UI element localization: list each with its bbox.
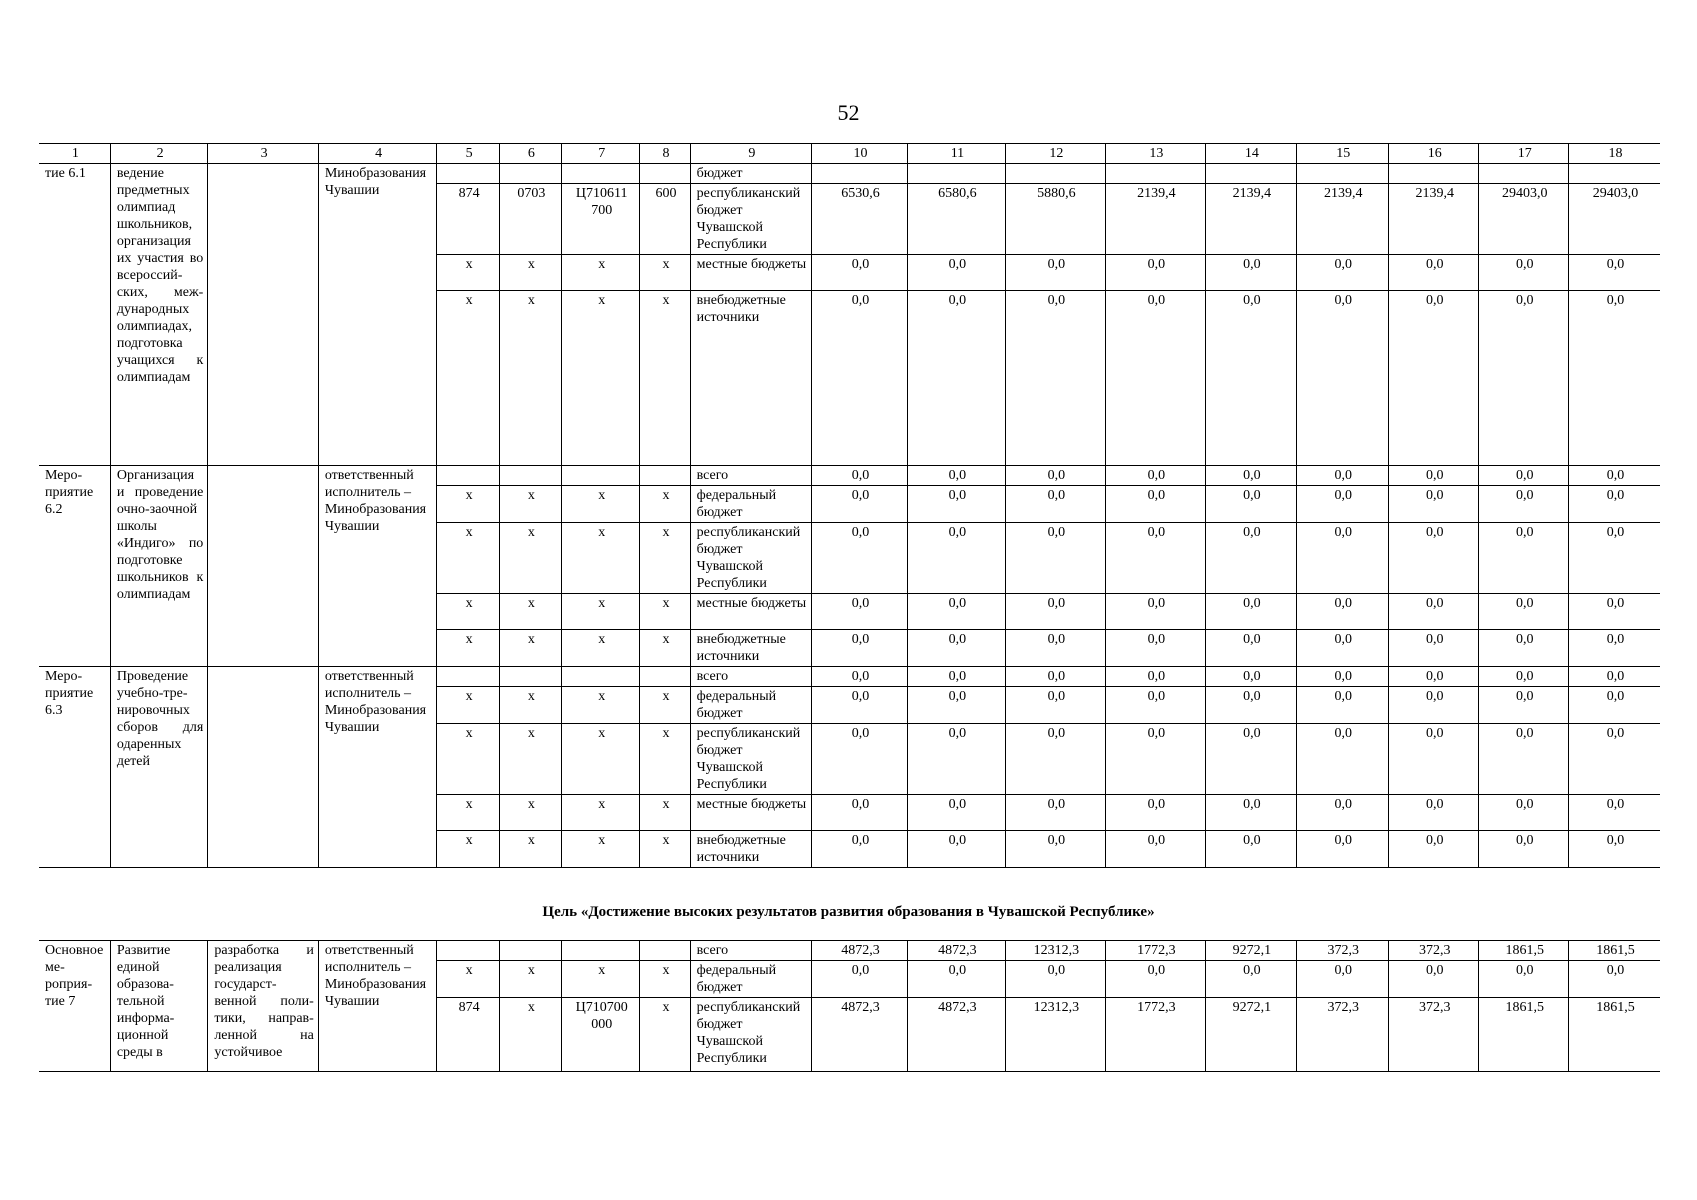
code-col8: x — [640, 831, 690, 868]
value-cell: 0,0 — [1105, 523, 1205, 594]
value-cell: 0,0 — [1206, 523, 1296, 594]
value-cell: 0,0 — [1206, 594, 1296, 630]
value-cell: 0,0 — [1296, 724, 1388, 795]
value-cell: 372,3 — [1296, 941, 1388, 961]
value-cell: 0,0 — [1296, 687, 1388, 724]
value-cell — [1568, 164, 1660, 184]
value-cell: 0,0 — [1479, 687, 1568, 724]
value-cell: 0,0 — [1389, 466, 1479, 486]
value-cell: 0,0 — [1568, 466, 1660, 486]
value-cell: 29403,0 — [1479, 184, 1568, 255]
source-label: республиканский бюджет Чувашской Республики — [690, 184, 812, 255]
value-cell: 0,0 — [812, 831, 907, 868]
value-cell: 0,0 — [1006, 795, 1105, 831]
value-cell: 0,0 — [812, 466, 907, 486]
code-col5: x — [437, 255, 499, 291]
column-number: 13 — [1105, 144, 1205, 164]
value-cell: 0,0 — [1479, 594, 1568, 630]
value-cell: 0,0 — [812, 255, 907, 291]
value-cell: 12312,3 — [1006, 998, 1105, 1072]
table-row — [39, 941, 1660, 961]
code-col5: x — [437, 486, 499, 523]
value-cell: 0,0 — [1479, 795, 1568, 831]
source-label: федеральный бюджет — [690, 961, 812, 998]
value-cell: 0,0 — [1006, 961, 1105, 998]
value-cell: 0,0 — [812, 486, 907, 523]
value-cell: 1772,3 — [1105, 941, 1205, 961]
code-col8 — [640, 941, 690, 961]
source-label: местные бюджеты — [690, 255, 812, 291]
row-head-col2: ведение предметных олимпиад школьников, организация их участия во всероссийских, международных олимпиадах, подготовка учащихся к олимпиадам — [110, 164, 207, 466]
budget-table-continued — [39, 940, 1660, 1072]
value-cell: 0,0 — [907, 523, 1005, 594]
code-col7: Ц710611 700 — [562, 184, 640, 255]
value-cell: 0,0 — [1006, 255, 1105, 291]
value-cell: 0,0 — [1296, 961, 1388, 998]
column-number: 12 — [1006, 144, 1105, 164]
column-number: 11 — [907, 144, 1005, 164]
code-col5 — [437, 667, 499, 687]
value-cell: 0,0 — [1479, 486, 1568, 523]
row-head-col2: Организация и проведение очно-заочной школы «Индиго» по подготовке школьников к олимпиадам — [110, 466, 207, 667]
value-cell: 0,0 — [1568, 667, 1660, 687]
value-cell: 0,0 — [1006, 486, 1105, 523]
value-cell: 0,0 — [1105, 687, 1205, 724]
value-cell: 0,0 — [1568, 523, 1660, 594]
value-cell: 0,0 — [1389, 687, 1479, 724]
code-col5: x — [437, 291, 499, 466]
code-col8: 600 — [640, 184, 690, 255]
table-row — [39, 164, 1660, 184]
value-cell: 9272,1 — [1206, 998, 1296, 1072]
code-col5: 874 — [437, 998, 499, 1072]
code-col7: x — [562, 255, 640, 291]
value-cell: 0,0 — [907, 795, 1005, 831]
value-cell: 0,0 — [1006, 831, 1105, 868]
code-col8: x — [640, 795, 690, 831]
value-cell: 0,0 — [1389, 486, 1479, 523]
code-col6 — [499, 164, 561, 184]
value-cell: 372,3 — [1296, 998, 1388, 1072]
value-cell: 0,0 — [1006, 466, 1105, 486]
value-cell: 0,0 — [812, 523, 907, 594]
value-cell: 0,0 — [1568, 630, 1660, 667]
value-cell: 2139,4 — [1389, 184, 1479, 255]
code-col6: x — [499, 594, 561, 630]
value-cell: 0,0 — [1296, 667, 1388, 687]
code-col5 — [437, 466, 499, 486]
value-cell: 0,0 — [1389, 961, 1479, 998]
row-head-col4: ответственный исполнитель – Минобразования Чувашии — [318, 667, 437, 868]
column-number: 4 — [318, 144, 437, 164]
row-head-col3 — [208, 667, 319, 868]
code-col5: x — [437, 523, 499, 594]
value-cell: 1861,5 — [1479, 941, 1568, 961]
code-col5: 874 — [437, 184, 499, 255]
value-cell: 0,0 — [907, 291, 1005, 466]
value-cell: 2139,4 — [1296, 184, 1388, 255]
value-cell: 0,0 — [907, 961, 1005, 998]
source-label: федеральный бюджет — [690, 486, 812, 523]
value-cell: 0,0 — [1206, 466, 1296, 486]
code-col5 — [437, 164, 499, 184]
code-col7: x — [562, 486, 640, 523]
code-col6: x — [499, 724, 561, 795]
value-cell: 0,0 — [1568, 795, 1660, 831]
value-cell: 0,0 — [1206, 724, 1296, 795]
value-cell: 0,0 — [1105, 255, 1205, 291]
value-cell: 1772,3 — [1105, 998, 1205, 1072]
value-cell: 0,0 — [1105, 724, 1205, 795]
code-col7 — [562, 164, 640, 184]
column-number: 8 — [640, 144, 690, 164]
code-col7: x — [562, 594, 640, 630]
value-cell: 0,0 — [1206, 795, 1296, 831]
page-number: 52 — [837, 100, 860, 125]
value-cell: 9272,1 — [1206, 941, 1296, 961]
value-cell: 0,0 — [1105, 486, 1205, 523]
value-cell: 0,0 — [812, 667, 907, 687]
value-cell: 0,0 — [1389, 831, 1479, 868]
code-col7 — [562, 466, 640, 486]
code-col5: x — [437, 594, 499, 630]
code-col7: x — [562, 687, 640, 724]
value-cell: 0,0 — [1479, 630, 1568, 667]
code-col6: x — [499, 687, 561, 724]
code-col6: x — [499, 523, 561, 594]
value-cell: 372,3 — [1389, 941, 1479, 961]
row-head-col4: ответственный исполнитель – Минобразования Чувашии — [318, 941, 437, 1072]
code-col6: x — [499, 998, 561, 1072]
value-cell: 0,0 — [1568, 724, 1660, 795]
source-label: федеральный бюджет — [690, 687, 812, 724]
code-col8: x — [640, 291, 690, 466]
code-col7: x — [562, 831, 640, 868]
value-cell: 0,0 — [1296, 594, 1388, 630]
value-cell: 0,0 — [907, 667, 1005, 687]
code-col7: x — [562, 291, 640, 466]
value-cell: 0,0 — [1296, 486, 1388, 523]
value-cell: 0,0 — [1389, 667, 1479, 687]
column-number: 6 — [499, 144, 561, 164]
code-col8: x — [640, 998, 690, 1072]
source-label: местные бюджеты — [690, 594, 812, 630]
source-label: республиканский бюджет Чувашской Республики — [690, 523, 812, 594]
value-cell: 6580,6 — [907, 184, 1005, 255]
source-label: внебюджетные источники — [690, 630, 812, 667]
value-cell: 0,0 — [812, 687, 907, 724]
value-cell — [907, 164, 1005, 184]
code-col7: Ц710700 000 — [562, 998, 640, 1072]
value-cell: 0,0 — [812, 724, 907, 795]
code-col8: x — [640, 255, 690, 291]
value-cell — [1206, 164, 1296, 184]
column-number: 14 — [1206, 144, 1296, 164]
value-cell: 29403,0 — [1568, 184, 1660, 255]
value-cell — [1479, 164, 1568, 184]
column-number: 9 — [690, 144, 812, 164]
row-head-col1: Мероприятие 6.2 — [39, 466, 110, 667]
source-label: бюджет — [690, 164, 812, 184]
value-cell: 0,0 — [1296, 255, 1388, 291]
value-cell: 0,0 — [1479, 667, 1568, 687]
value-cell: 0,0 — [1105, 630, 1205, 667]
value-cell: 4872,3 — [907, 998, 1005, 1072]
row-head-col3: разработка и реализация государственной политики, направленной на устойчивое — [208, 941, 319, 1072]
value-cell — [812, 164, 907, 184]
value-cell: 0,0 — [1296, 795, 1388, 831]
code-col7: x — [562, 795, 640, 831]
value-cell: 0,0 — [812, 291, 907, 466]
value-cell: 0,0 — [1479, 724, 1568, 795]
value-cell: 1861,5 — [1568, 941, 1660, 961]
source-label: всего — [690, 941, 812, 961]
value-cell: 0,0 — [812, 961, 907, 998]
code-col8: x — [640, 724, 690, 795]
value-cell: 0,0 — [1296, 831, 1388, 868]
value-cell: 6530,6 — [812, 184, 907, 255]
value-cell: 0,0 — [1568, 486, 1660, 523]
value-cell: 0,0 — [1479, 255, 1568, 291]
value-cell: 0,0 — [1006, 291, 1105, 466]
value-cell: 0,0 — [907, 687, 1005, 724]
budget-table — [39, 143, 1660, 868]
value-cell: 5880,6 — [1006, 184, 1105, 255]
value-cell: 0,0 — [907, 630, 1005, 667]
code-col6: x — [499, 291, 561, 466]
column-number: 18 — [1568, 144, 1660, 164]
column-number: 1 — [39, 144, 110, 164]
code-col6: x — [499, 486, 561, 523]
table-row — [39, 466, 1660, 486]
value-cell: 0,0 — [1568, 255, 1660, 291]
value-cell: 0,0 — [1105, 466, 1205, 486]
code-col5: x — [437, 724, 499, 795]
code-col7 — [562, 667, 640, 687]
code-col6: x — [499, 831, 561, 868]
code-col5: x — [437, 687, 499, 724]
value-cell: 0,0 — [1389, 594, 1479, 630]
row-head-col4: Минобразования Чувашии — [318, 164, 437, 466]
value-cell: 0,0 — [1479, 523, 1568, 594]
column-number: 17 — [1479, 144, 1568, 164]
value-cell: 0,0 — [1568, 594, 1660, 630]
value-cell: 1861,5 — [1568, 998, 1660, 1072]
code-col8: x — [640, 630, 690, 667]
value-cell: 0,0 — [1006, 594, 1105, 630]
source-label: всего — [690, 466, 812, 486]
column-number: 5 — [437, 144, 499, 164]
value-cell: 0,0 — [812, 594, 907, 630]
value-cell: 0,0 — [1206, 630, 1296, 667]
row-head-col2: Проведение учебно-тренировочных сборов для одаренных детей — [110, 667, 207, 868]
value-cell: 0,0 — [1479, 291, 1568, 466]
value-cell: 0,0 — [1006, 630, 1105, 667]
value-cell: 0,0 — [1206, 831, 1296, 868]
code-col8: x — [640, 687, 690, 724]
table-row — [39, 667, 1660, 687]
value-cell: 0,0 — [812, 795, 907, 831]
value-cell: 0,0 — [1568, 687, 1660, 724]
value-cell: 0,0 — [1296, 466, 1388, 486]
source-label: республиканский бюджет Чувашской Республики — [690, 998, 812, 1072]
value-cell: 0,0 — [1105, 594, 1205, 630]
code-col7: x — [562, 961, 640, 998]
column-number: 3 — [208, 144, 319, 164]
value-cell: 0,0 — [907, 594, 1005, 630]
value-cell: 0,0 — [1006, 667, 1105, 687]
code-col5: x — [437, 961, 499, 998]
value-cell: 0,0 — [1389, 795, 1479, 831]
value-cell: 0,0 — [1296, 523, 1388, 594]
value-cell: 0,0 — [907, 831, 1005, 868]
code-col7: x — [562, 630, 640, 667]
value-cell: 0,0 — [1105, 667, 1205, 687]
row-head-col1: Мероприятие 6.3 — [45, 669, 94, 718]
column-number: 2 — [110, 144, 207, 164]
column-number: 16 — [1389, 144, 1479, 164]
row-head-col3 — [208, 466, 319, 667]
code-col8: x — [640, 523, 690, 594]
value-cell: 0,0 — [1568, 831, 1660, 868]
code-col8: x — [640, 486, 690, 523]
row-head-col1: тие 6.1 — [39, 164, 110, 466]
value-cell: 0,0 — [1206, 291, 1296, 466]
value-cell — [1296, 164, 1388, 184]
value-cell: 0,0 — [907, 466, 1005, 486]
value-cell: 0,0 — [1479, 961, 1568, 998]
source-label: внебюджетные источники — [690, 831, 812, 868]
row-head-col4: ответственный исполнитель – Минобразования Чувашии — [318, 466, 437, 667]
code-col7: x — [562, 724, 640, 795]
value-cell: 0,0 — [907, 486, 1005, 523]
value-cell: 0,0 — [1105, 795, 1205, 831]
row-head-col3 — [208, 164, 319, 466]
row-head-col2: Развитие единой образовательной информационной среды в — [110, 941, 207, 1072]
code-col7 — [562, 941, 640, 961]
value-cell: 0,0 — [1296, 630, 1388, 667]
code-col5: x — [437, 795, 499, 831]
value-cell: 0,0 — [1105, 291, 1205, 466]
value-cell: 0,0 — [1389, 255, 1479, 291]
code-col5: x — [437, 630, 499, 667]
value-cell: 0,0 — [1389, 291, 1479, 466]
value-cell: 1861,5 — [1479, 998, 1568, 1072]
value-cell: 0,0 — [1105, 831, 1205, 868]
code-col6: x — [499, 795, 561, 831]
value-cell: 2139,4 — [1206, 184, 1296, 255]
goal-heading: Цель «Достижение высоких результатов развития образования в Чувашской Республике» — [542, 904, 1155, 920]
value-cell — [1006, 164, 1105, 184]
value-cell: 0,0 — [1206, 255, 1296, 291]
value-cell: 0,0 — [1389, 523, 1479, 594]
value-cell: 0,0 — [1296, 291, 1388, 466]
code-col6: x — [499, 255, 561, 291]
code-col8 — [640, 667, 690, 687]
value-cell: 0,0 — [1389, 724, 1479, 795]
code-col5: x — [437, 831, 499, 868]
column-number: 7 — [562, 144, 640, 164]
value-cell: 0,0 — [1206, 687, 1296, 724]
value-cell: 0,0 — [907, 255, 1005, 291]
source-label: внебюджетные источники — [690, 291, 812, 466]
value-cell: 0,0 — [1006, 523, 1105, 594]
value-cell: 0,0 — [1479, 466, 1568, 486]
value-cell: 4872,3 — [907, 941, 1005, 961]
value-cell: 4872,3 — [812, 998, 907, 1072]
code-col6 — [499, 466, 561, 486]
value-cell: 0,0 — [1568, 961, 1660, 998]
code-col6: x — [499, 630, 561, 667]
code-col6 — [499, 941, 561, 961]
code-col6: 0703 — [499, 184, 561, 255]
code-col8: x — [640, 594, 690, 630]
code-col8 — [640, 466, 690, 486]
column-number: 10 — [812, 144, 907, 164]
code-col5 — [437, 941, 499, 961]
value-cell: 0,0 — [1105, 961, 1205, 998]
value-cell: 0,0 — [1206, 486, 1296, 523]
value-cell: 0,0 — [1006, 687, 1105, 724]
value-cell: 372,3 — [1389, 998, 1479, 1072]
source-label: республиканский бюджет Чувашской Республики — [690, 724, 812, 795]
value-cell: 0,0 — [1206, 961, 1296, 998]
value-cell — [1389, 164, 1479, 184]
code-col8: x — [640, 961, 690, 998]
value-cell: 0,0 — [1568, 291, 1660, 466]
value-cell: 2139,4 — [1105, 184, 1205, 255]
code-col8 — [640, 164, 690, 184]
source-label: всего — [690, 667, 812, 687]
value-cell: 0,0 — [907, 724, 1005, 795]
value-cell: 4872,3 — [812, 941, 907, 961]
column-number: 15 — [1296, 144, 1388, 164]
value-cell: 0,0 — [1206, 667, 1296, 687]
value-cell: 0,0 — [1389, 630, 1479, 667]
code-col7: x — [562, 523, 640, 594]
source-label: местные бюджеты — [690, 795, 812, 831]
value-cell — [1105, 164, 1205, 184]
row-head-col1: Основное мероприятие 7 — [45, 943, 104, 1009]
code-col6 — [499, 667, 561, 687]
code-col6: x — [499, 961, 561, 998]
column-header-row — [39, 144, 1660, 164]
value-cell: 12312,3 — [1006, 941, 1105, 961]
value-cell: 0,0 — [812, 630, 907, 667]
value-cell: 0,0 — [1006, 724, 1105, 795]
value-cell: 0,0 — [1479, 831, 1568, 868]
